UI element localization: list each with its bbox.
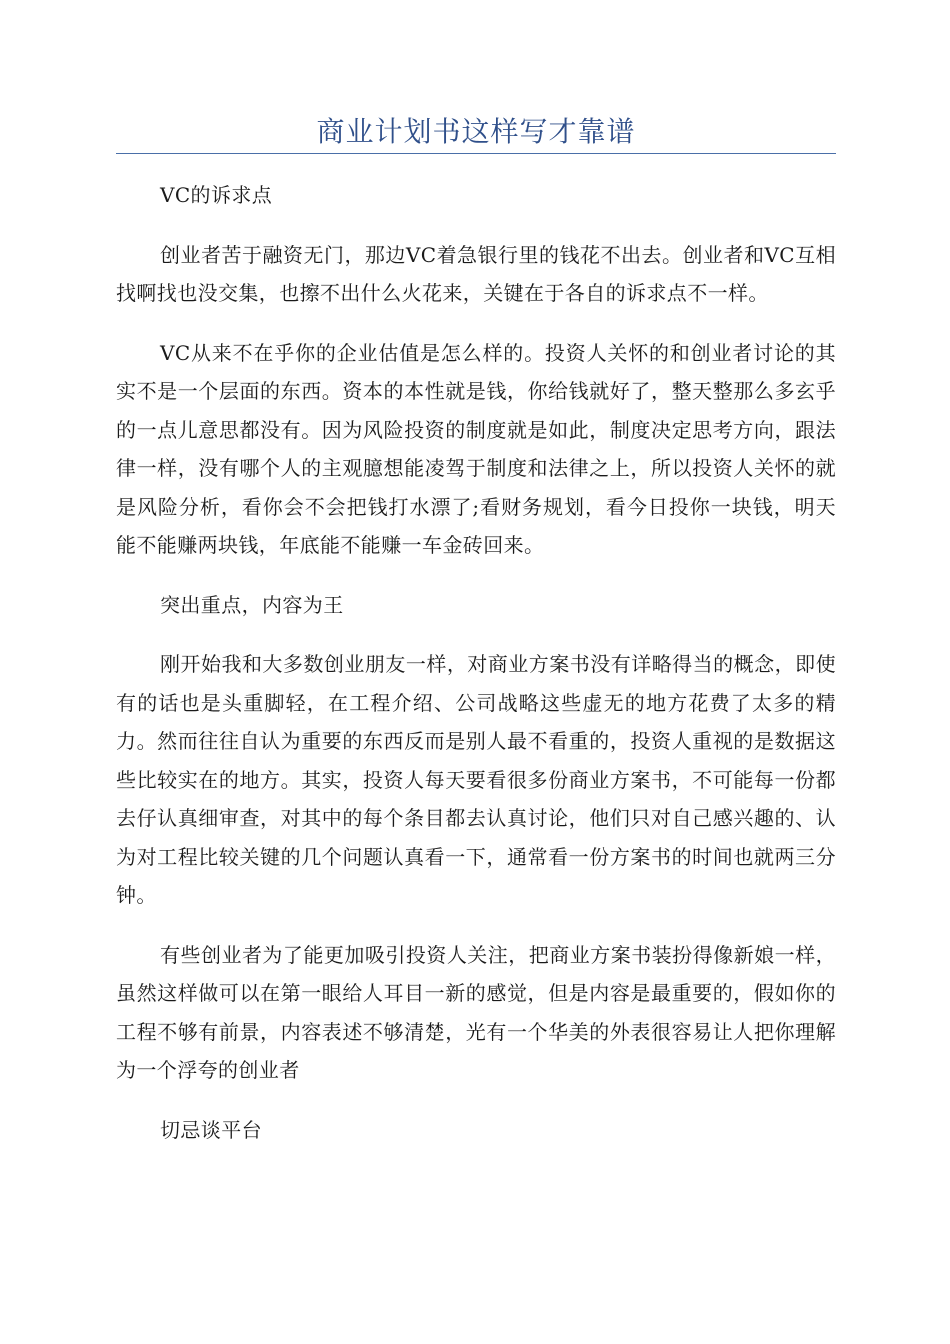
section-heading-vc-demands: VC的诉求点	[160, 183, 273, 207]
paragraph: 有些创业者为了能更加吸引投资人关注，把商业方案书装扮得像新娘一样，虽然这样做可以在第一眼给人耳目一新的感觉，但是内容是最重要的，假如你的工程不够有前景，内容表述不够清楚，光有一个华美的外表很容易让人把你理解为一个浮夸的创业者	[116, 942, 836, 1082]
paragraph: 创业者苦于融资无门，那边VC着急银行里的钱花不出去。创业者和VC互相找啊找也没交集，也擦不出什么火花来，关键在于各自的诉求点不一样。	[116, 242, 836, 305]
title-underline	[116, 153, 836, 154]
document-body	[116, 176, 836, 1170]
section-heading-avoid-platform-talk: 切忌谈平台	[160, 1117, 262, 1142]
section-heading-content-is-king: 突出重点，内容为王	[160, 592, 344, 617]
paragraph: 刚开始我和大多数创业朋友一样，对商业方案书没有详略得当的概念，即使有的话也是头重脚轻，在工程介绍、公司战略这些虚无的地方花费了太多的精力。然而往往自认为重要的东西反而是别人最不看重的，投资人重视的是数据这些比较实在的地方。其实，投资人每天要看很多份商业方案书，不可能每一份都去仔认真细审查，对其中的每个条目都去认真讨论，他们只对自己感兴趣的、认为对工程比较关键的几个问题认真看一下，通常看一份方案书的时间也就两三分钟。	[116, 652, 836, 907]
document-title: 商业计划书这样写才靠谱	[316, 115, 636, 148]
paragraph: VC从来不在乎你的企业估值是怎么样的。投资人关怀的和创业者讨论的其实不是一个层面的东西。资本的本性就是钱，你给钱就好了，整天整那么多玄乎的一点儿意思都没有。因为风险投资的制度就是如此，制度决定思考方向，跟法律一样，没有哪个人的主观臆想能凌驾于制度和法律之上，所以投资人关怀的就是风险分析，看你会不会把钱打水漂了;看财务规划，看今日投你一块钱，明天能不能赚两块钱，年底能不能赚一车金砖回来。	[116, 340, 836, 557]
